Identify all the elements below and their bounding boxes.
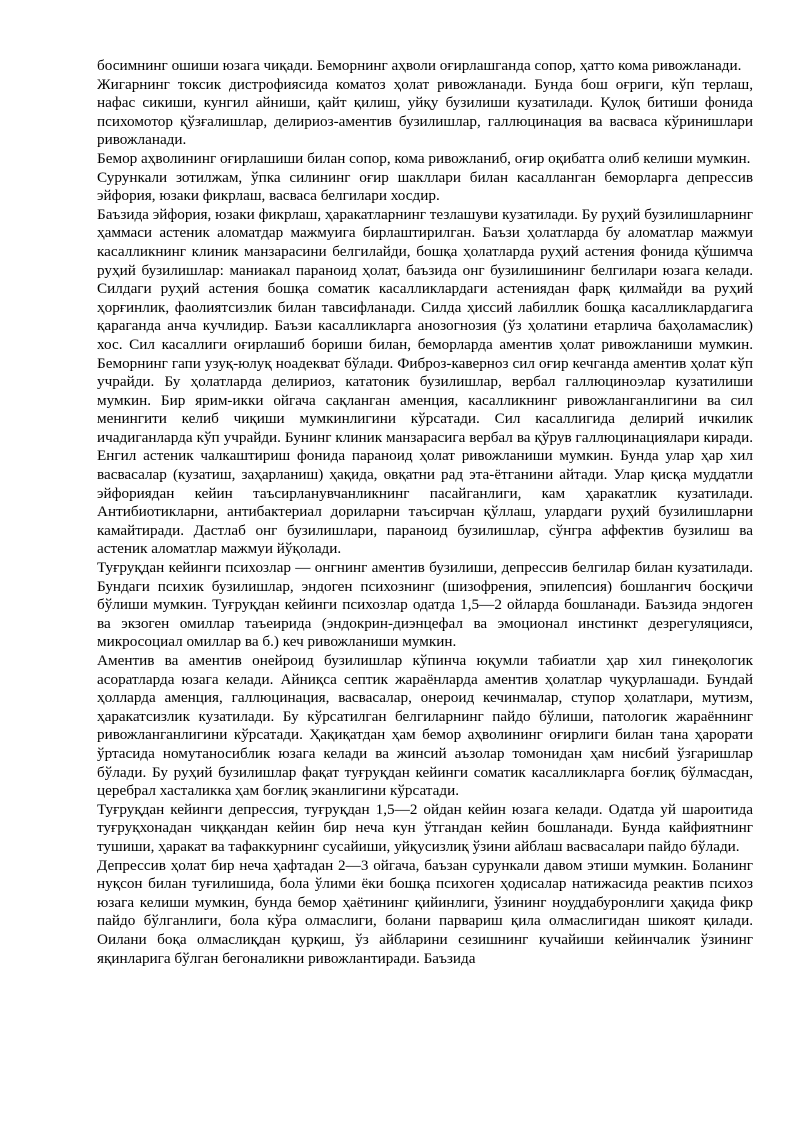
paragraph: босимнинг ошиши юзага чиқади. Беморнинг аҳволи оғирлашганда сопор, ҳатто кома ривожланади. bbox=[97, 57, 742, 74]
paragraph: Баъзида эйфория, юзаки фикрлаш, ҳаракатларнинг тезлашуви кузатилади. Бу руҳий бузилишларнинг ҳаммаси астеник аломатдар мажмуига бирлаштирилган. Баъзи ҳолатларда бу аломатлар мажмуи касалликнинг клиник манзарасини белгилайди, бошқа ҳолатларда руҳий астения фонида қўшимча руҳий бузилишлар: маниакал параноид ҳолат, баъзида онг бузилишининг белгилари юзага келади. Силдаги руҳий астения бошқа соматик касалликлардаги астениядан фарқ қилмайди ва руҳий ҳорғинлик, фаолиятсизлик билан тавсифланади. Силда ҳиссий лабиллик бошқа касалликлардагига қараганда анча кучлидир. Баъзи касалликларга анозогнозия (ўз ҳолатини етарлича баҳоламаслик) хос. Сил касаллиги оғирлашиб бориши билан, беморларда аментив ҳолат ривожланиши мумкин. Беморнинг гапи узуқ-юлуқ ноадекват бўлади. Фиброз-каверноз сил оғир кечганда аментив ҳолат кўп учрайди. Бу ҳолатларда делириоз, кататоник бузилишлар, вербал галлюциноэлар кузатилиши мумкин. Бир ярим-икки ойгача сақланган аменция, касалликнинг ривожланганлигини ва сил менингити келиб чиқиши мумкинлигини кўрсатади. Сил касаллигида делирий ичкилик ичадиганларда кўп учрайди. Бунинг клиник манзарасига вербал ва қўрув галлюцинациялари киради. Енгил астеник чалкаштириш фонида параноид ҳолат ривожланиши мумкин. Бунда улар ҳар хил васвасалар (кузатиш, заҳарланиш) ҳақида, овқатни рад эта-ётганини айтади. Улар қисқа муддатли эйфориядан кейин таъсирланувчанликнинг пасайганлиги, кам ҳаракатлик кузатилади. Антибиотикларни, антибактериал дориларни таъсирчан қўллаш, улардаги руҳий бузилишларни камайтиради. Дастлаб онг бузилишлари, параноид бузилишлар, сўнгра аффектив бузилиш ва астеник аломатлар мажмуи йўқолади. bbox=[97, 205, 753, 558]
paragraph: Туғруқдан кейинги психозлар — онгнинг аментив бузилиши, депрессив белгилар билан кузатилади. Бундаги психик бузилишлар, эндоген психознинг (шизофрения, эпилепсия) бошлангич босқичи бўлиши мумкин. Туғруқдан кейинги психозлар одатда 1,5—2 ойларда бошланади. Баъзида эндоген ва экзоген омиллар таъеирида (эндокрин-диэнцефал ва эмоционал инстинкт дезрегуляцияси, микросоциал омиллар ва б.) кеч ривожланиши мумкин. bbox=[97, 559, 753, 651]
paragraph: Сурункали зотилжам, ўпка силининг оғир шакллари билан касалланган беморларга депрессив эйфория, юзаки фикрлаш, васваса белгилари хосдир. bbox=[97, 168, 753, 205]
document-page bbox=[97, 57, 753, 968]
paragraph: Аментив ва аментив онейроид бузилишлар кўпинча юқумли табиатли ҳар хил гинеқологик асоратларда юзага келади. Айниқса септик жараёнларда аментив ҳолатлар чуқурлашади. Бундай ҳолларда аменция, галлюцинация, васвасалар, онероид кечинмалар, ступор ҳолатлари, мутизм, ҳаракатсизлик кузатилади. Бу кўрсатилган белгиларнинг пайдо бўлиши, патологик жараённинг ривожланганлигини кўрсатади. Ҳақиқатдан ҳам бемор аҳволининг оғирлиги билан тана ҳарорати ўртасида номутаносиблик юзага келади ва жинсий аъзолар томонидан ҳам нисбий ўзгаришлар бўлади. Бу руҳий бузилишлар фақат туғруқдан кейинги соматик касалликларга боғлиқ бўлмасдан, церебрал хасталикка ҳам боғлиқ эканлигини кўрсатади. bbox=[97, 652, 753, 800]
paragraph: Туғруқдан кейинги депрессия, туғруқдан 1,5—2 ойдан кейин юзага келади. Одатда уй шароитида туғруқхонадан чиққандан кейин бир неча кун ўтгандан кейин бошланади. Бунда кайфиятнинг тушиши, ҳаракат ва тафаккурнинг сусайиши, уйқусизлиқ ўзини айблаш васвасалари пайдо бўлади. bbox=[97, 800, 753, 855]
paragraph: Бемор аҳволининг оғирлашиши билан сопор, кома ривожланиб, оғир оқибатга олиб келиши мумкин. bbox=[97, 149, 751, 167]
paragraph: Депрессив ҳолат бир неча ҳафтадан 2—3 ойгача, баъзан сурункали давом этиши мумкин. Боланинг нуқсон билан туғилишида, бола ўлими ёки бошқа психоген ҳодисалар натижасида реактив психоз юзага келиши мумкин, бунда бемор ҳаётининг қийинлиги, ўзининг ноуддабуронлиги ҳақида фикр пайдо бўлганлиги, бола кўра олмаслиги, болани парвариш қила олмаслигидан шикоят қилади. Оилани боқа олмаслиқдан қурқиш, ўз айбларини сезишнинг кучайиши кейинчалик ўзининг яқинларига бўлган бегоналикни ривожлантиради. Баъзида bbox=[97, 856, 753, 967]
paragraph: Жигарнинг токсик дистрофиясида коматоз ҳолат ривожланади. Бунда бош оғриги, кўп терлаш, нафас сикиши, кунгил айниши, қайт қилиш, уйқу бузилиши кузатилади. Қулоқ битиши фонида психомотор қўзғалишлар, делириоз-аментив бузилишлар, галлюцинация ва васваса кўринишлари ривожланади. bbox=[97, 75, 753, 149]
